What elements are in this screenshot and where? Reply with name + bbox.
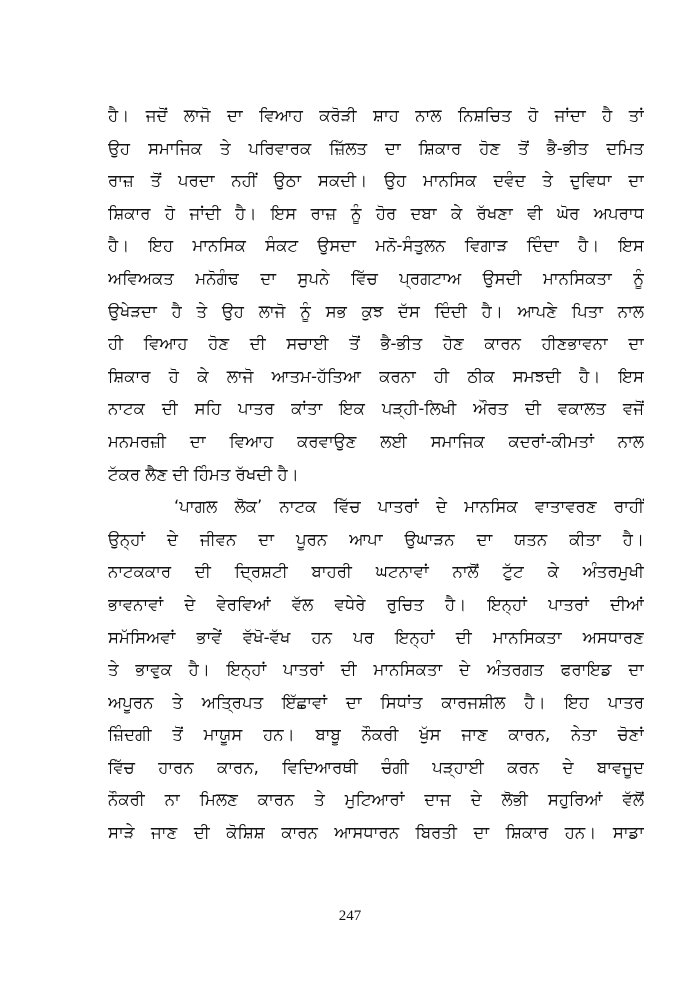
text-line: ਹੀ ਵਿਆਹ ਹੋਣ ਦੀ ਸਚਾਈ ਤੋਂ ਭੈ-ਭੀਤ ਹੋਣ ਕਾਰਨ ਹੀਣਭਾਵਨਾ ਦਾ: [108, 334, 644, 354]
text-line: ਨਾਟਕ ਦੀ ਸਹਿ ਪਾਤਰ ਕਾਂਤਾ ਇਕ ਪੜ੍ਹੀ-ਲਿਖੀ ਔਰਤ ਦੀ ਵਕਾਲਤ ਵਜੋਂ: [108, 399, 644, 419]
text-line: ਉਨ੍ਹਾਂ ਦੇ ਜੀਵਨ ਦਾ ਪੂਰਨ ਆਪਾ ਉਘਾੜਨ ਦਾ ਯਤਨ ਕੀਤਾ ਹੈ।: [108, 529, 644, 549]
text-line: ਮਨਮਰਜ਼ੀ ਦਾ ਵਿਆਹ ਕਰਵਾਉਣ ਲਈ ਸਮਾਜਿਕ ਕਦਰਾਂ-ਕੀਮਤਾਂ ਨਾਲ: [108, 431, 644, 451]
text-line: ਟੱਕਰ ਲੈਣ ਦੀ ਹਿੰਮਤ ਰੱਖਦੀ ਹੈ।: [108, 464, 299, 484]
text-line: ਤੇ ਭਾਵੁਕ ਹੈ। ਇਨ੍ਹਾਂ ਪਾਤਰਾਂ ਦੀ ਮਾਨਸਿਕਤਾ ਦੇ ਅੰਤਰਗਤ ਫਰਾਇਡ ਦਾ: [108, 660, 644, 680]
text-line: ਹੈ। ਇਹ ਮਾਨਸਿਕ ਸੰਕਟ ਉਸਦਾ ਮਨੋ-ਸੰਤੁਲਨ ਵਿਗਾੜ ਦਿੰਦਾ ਹੈ। ਇਸ: [108, 236, 644, 256]
text-line: ਉਖੇੜਦਾ ਹੈ ਤੇ ਉਹ ਲਾਜੋ ਨੂੰ ਸਭ ਕੁਝ ਦੱਸ ਦਿੰਦੀ ਹੈ। ਆਪਣੇ ਪਿਤਾ ਨਾਲ: [108, 301, 644, 321]
text-line: ਨੌਕਰੀ ਨਾ ਮਿਲਣ ਕਾਰਨ ਤੇ ਮੁਟਿਆਰਾਂ ਦਾਜ ਦੇ ਲੋਭੀ ਸਹੁਰਿਆਂ ਵੱਲੋਂ: [108, 790, 644, 810]
text-line: ਵਿੱਚ ਹਾਰਨ ਕਾਰਨ, ਵਿਦਿਆਰਥੀ ਚੰਗੀ ਪੜ੍ਹਾਈ ਕਰਨ ਦੇ ਬਾਵਜੂਦ: [108, 757, 644, 777]
text-line: ਨਾਟਕਕਾਰ ਦੀ ਦ੍ਰਿਸ਼ਟੀ ਬਾਹਰੀ ਘਟਨਾਵਾਂ ਨਾਲੋਂ ਟੁੱਟ ਕੇ ਅੰਤਰਮੁਖੀ: [108, 562, 644, 582]
text-line: ਅਵਿਅਕਤ ਮਨੋਗੰਢ ਦਾ ਸੁਪਨੇ ਵਿੱਚ ਪ੍ਰਗਟਾਅ ਉਸਦੀ ਮਾਨਸਿਕਤਾ ਨੂੰ: [108, 268, 644, 288]
body-text: [108, 100, 644, 850]
text-line: ‘ਪਾਗਲ ਲੋਕ’ ਨਾਟਕ ਵਿੱਚ ਪਾਤਰਾਂ ਦੇ ਮਾਨਸਿਕ ਵਾਤਾਵਰਣ ਰਾਹੀਂ: [174, 497, 644, 517]
text-line: ਰਾਜ਼ ਤੋਂ ਪਰਦਾ ਨਹੀਂ ਉਠਾ ਸਕਦੀ। ਉਹ ਮਾਨਸਿਕ ਦਵੰਦ ਤੇ ਦੁਵਿਧਾ ਦਾ: [108, 171, 644, 191]
text-line: ਅਪੂਰਨ ਤੇ ਅਤ੍ਰਿਪਤ ਇੱਛਾਵਾਂ ਦਾ ਸਿਧਾਂਤ ਕਾਰਜਸ਼ੀਲ ਹੈ। ਇਹ ਪਾਤਰ: [108, 692, 644, 712]
text-line: ਜ਼ਿੰਦਗੀ ਤੋਂ ਮਾਯੂਸ ਹਨ। ਬਾਬੂ ਨੌਕਰੀ ਖੁੱਸ ਜਾਣ ਕਾਰਨ, ਨੇਤਾ ਚੋਣਾਂ: [108, 725, 644, 745]
text-line: ਭਾਵਨਾਵਾਂ ਦੇ ਵੇਰਵਿਆਂ ਵੱਲ ਵਧੇਰੇ ਰੁਚਿਤ ਹੈ। ਇਨ੍ਹਾਂ ਪਾਤਰਾਂ ਦੀਆਂ: [108, 594, 644, 614]
text-line: ਹੈ। ਜਦੋਂ ਲਾਜੋ ਦਾ ਵਿਆਹ ਕਰੋੜੀ ਸ਼ਾਹ ਨਾਲ ਨਿਸ਼ਚਿਤ ਹੋ ਜਾਂਦਾ ਹੈ ਤਾਂ: [108, 106, 644, 125]
text-line: ਸ਼ਿਕਾਰ ਹੋ ਕੇ ਲਾਜੋ ਆਤਮ-ਹੱਤਿਆ ਕਰਨਾ ਹੀ ਠੀਕ ਸਮਝਦੀ ਹੈ। ਇਸ: [108, 366, 644, 386]
paragraph-2: [108, 491, 644, 850]
text-line: ਸਮੱਸਿਅਵਾਂ ਭਾਵੇਂ ਵੱਖੋ-ਵੱਖ ਹਨ ਪਰ ਇਨ੍ਹਾਂ ਦੀ ਮਾਨਸਿਕਤਾ ਅਸਧਾਰਣ: [108, 627, 644, 647]
paragraph-1: [108, 100, 644, 491]
text-line: ਸਾੜੇ ਜਾਣ ਦੀ ਕੋਸ਼ਿਸ਼ ਕਾਰਨ ਆਸਧਾਰਨ ਬਿਰਤੀ ਦਾ ਸ਼ਿਕਾਰ ਹਨ। ਸਾਡਾ: [108, 823, 644, 843]
text-line: ਉਹ ਸਮਾਜਿਕ ਤੇ ਪਰਿਵਾਰਕ ਜ਼ਿੱਲਤ ਦਾ ਸ਼ਿਕਾਰ ਹੋਣ ਤੋਂ ਭੈ-ਭੀਤ ਦਮਿਤ: [108, 138, 644, 158]
text-line: ਸ਼ਿਕਾਰ ਹੋ ਜਾਂਦੀ ਹੈ। ਇਸ ਰਾਜ਼ ਨੂੰ ਹੋਰ ਦਬਾ ਕੇ ਰੱਖਣਾ ਵੀ ਘੋਰ ਅਪਰਾਧ: [108, 203, 644, 223]
page-number: 247: [338, 908, 362, 924]
